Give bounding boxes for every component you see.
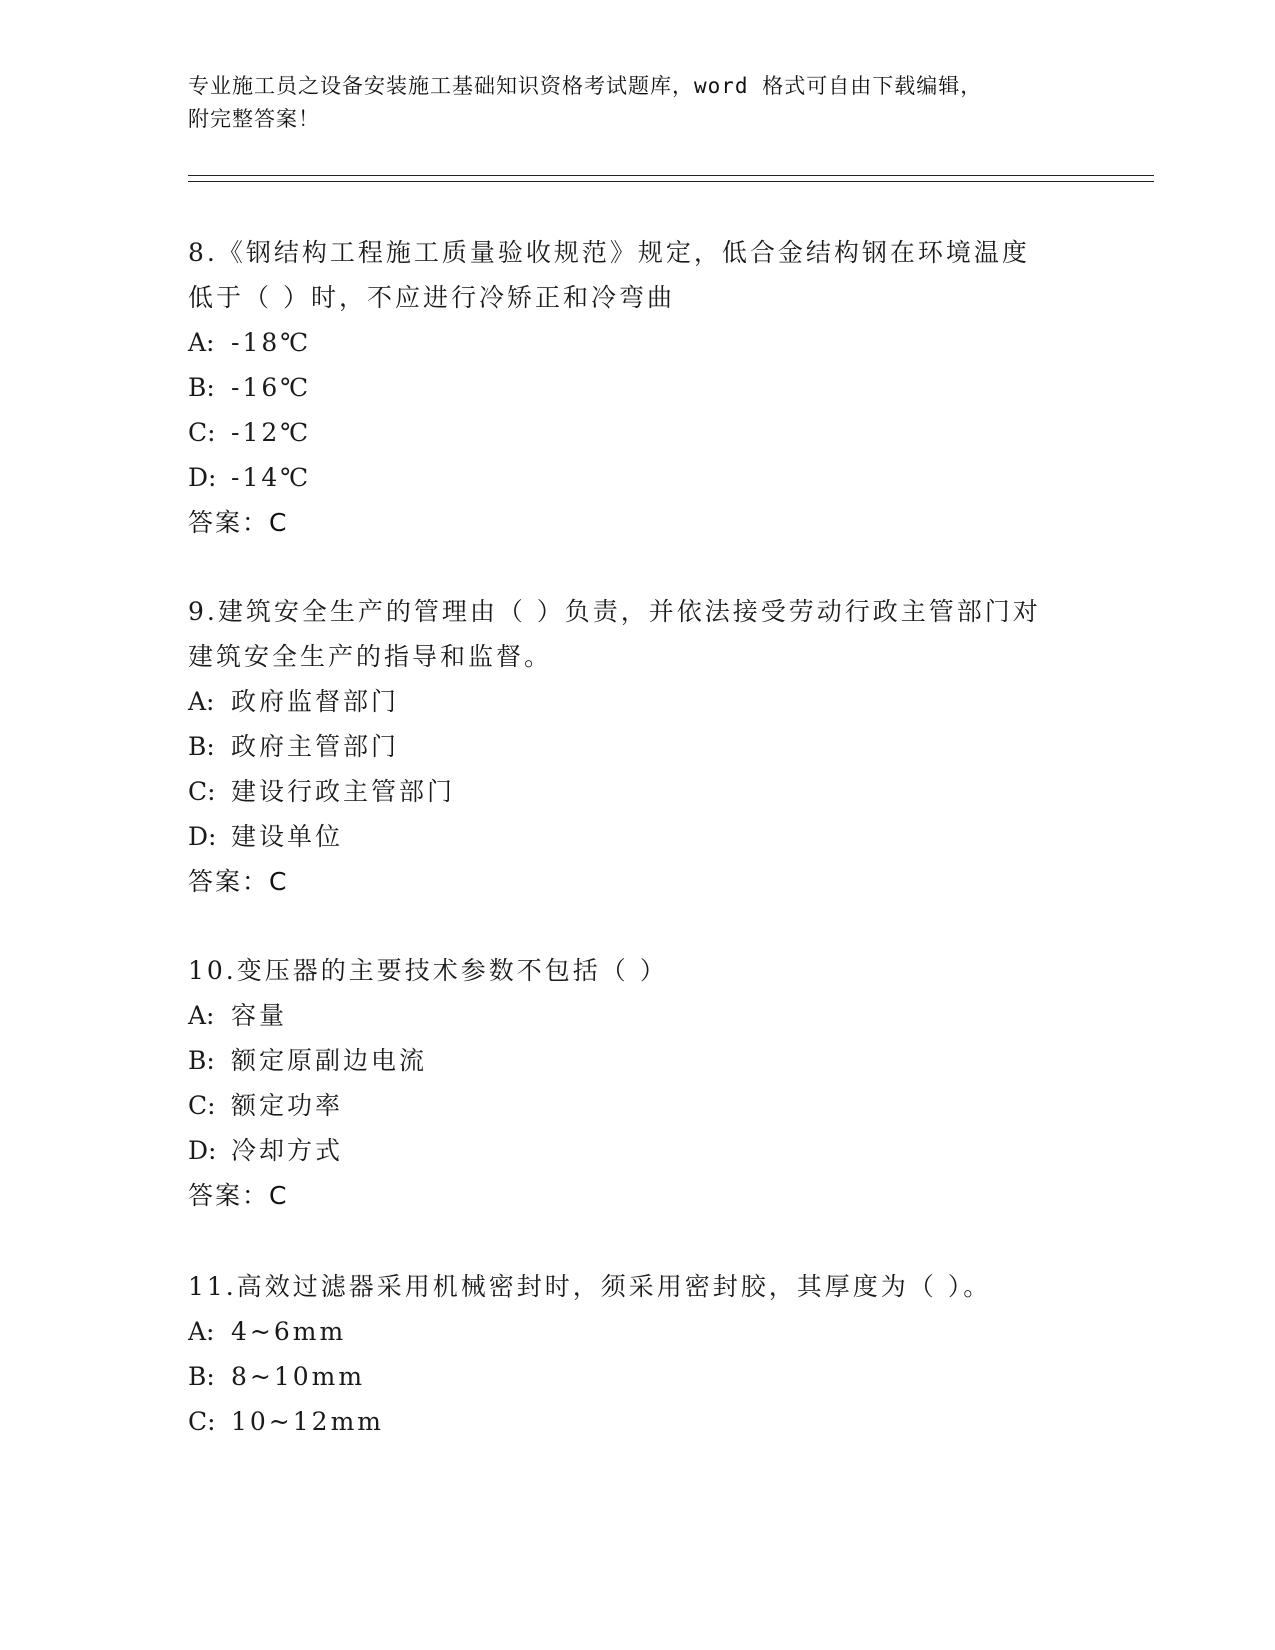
option-c xyxy=(188,769,1148,814)
option-text: 4~6mm xyxy=(231,1317,347,1346)
question-9 xyxy=(188,589,1148,904)
option-b xyxy=(188,1038,1148,1083)
option-text: 冷却方式 xyxy=(231,1136,344,1165)
option-letter: B: xyxy=(188,1046,215,1075)
option-letter: B: xyxy=(188,1362,215,1391)
option-letter: B: xyxy=(188,373,215,402)
question-8 xyxy=(188,230,1148,545)
document-header xyxy=(188,70,1088,136)
answer: 答案：C xyxy=(188,508,289,537)
option-text: -18℃ xyxy=(231,328,312,357)
question-text: 低于（ ）时，不应进行冷矫正和冷弯曲 xyxy=(188,283,675,312)
option-a xyxy=(188,320,1148,365)
option-a xyxy=(188,993,1148,1038)
question-text: 建筑安全生产的指导和监督。 xyxy=(188,642,553,671)
option-letter: C: xyxy=(188,1091,216,1120)
option-text: -12℃ xyxy=(231,418,312,447)
option-letter: C: xyxy=(188,1407,216,1436)
option-text: 10~12mm xyxy=(231,1407,384,1436)
option-text: 政府主管部门 xyxy=(231,732,400,761)
option-d xyxy=(188,1128,1148,1173)
option-letter: A: xyxy=(188,1001,215,1030)
option-d xyxy=(188,814,1148,859)
option-letter: D: xyxy=(188,1136,217,1165)
option-text: 政府监督部门 xyxy=(231,687,400,716)
option-a xyxy=(188,679,1148,724)
option-text: -16℃ xyxy=(231,373,312,402)
question-text: 11.高效过滤器采用机械密封时，须采用密封胶，其厚度为（ ）。 xyxy=(188,1272,992,1301)
option-letter: C: xyxy=(188,777,216,806)
option-text: -14℃ xyxy=(231,463,312,492)
option-a xyxy=(188,1309,1148,1354)
option-text: 容量 xyxy=(231,1001,288,1030)
option-c xyxy=(188,1083,1148,1128)
question-11 xyxy=(188,1264,1148,1444)
option-c xyxy=(188,410,1148,455)
option-letter: D: xyxy=(188,822,217,851)
option-letter: B: xyxy=(188,732,215,761)
option-b xyxy=(188,365,1148,410)
option-text: 额定原副边电流 xyxy=(231,1046,428,1075)
question-text: 10.变压器的主要技术参数不包括（ ） xyxy=(188,956,668,985)
header-divider-bottom xyxy=(188,181,1154,182)
question-10 xyxy=(188,948,1148,1218)
header-line-2: 附完整答案！ xyxy=(188,107,320,131)
option-letter: A: xyxy=(188,328,215,357)
option-letter: A: xyxy=(188,1317,215,1346)
question-text: 8.《钢结构工程施工质量验收规范》规定，低合金结构钢在环境温度 xyxy=(188,238,1030,267)
option-letter: A: xyxy=(188,687,215,716)
option-letter: C: xyxy=(188,418,216,447)
option-text: 8~10mm xyxy=(231,1362,366,1391)
option-text: 额定功率 xyxy=(231,1091,344,1120)
option-text: 建设单位 xyxy=(231,822,344,851)
option-b xyxy=(188,1354,1148,1399)
answer: 答案：C xyxy=(188,867,289,896)
option-text: 建设行政主管部门 xyxy=(231,777,456,806)
option-letter: D: xyxy=(188,463,217,492)
option-c xyxy=(188,1399,1148,1444)
answer: 答案：C xyxy=(188,1181,289,1210)
header-line-1: 专业施工员之设备安装施工基础知识资格考试题库，word 格式可自由下载编辑， xyxy=(188,74,983,98)
header-divider-top xyxy=(188,175,1154,176)
option-b xyxy=(188,724,1148,769)
question-text: 9.建筑安全生产的管理由（ ）负责，并依法接受劳动行政主管部门对 xyxy=(188,597,1041,626)
option-d xyxy=(188,455,1148,500)
